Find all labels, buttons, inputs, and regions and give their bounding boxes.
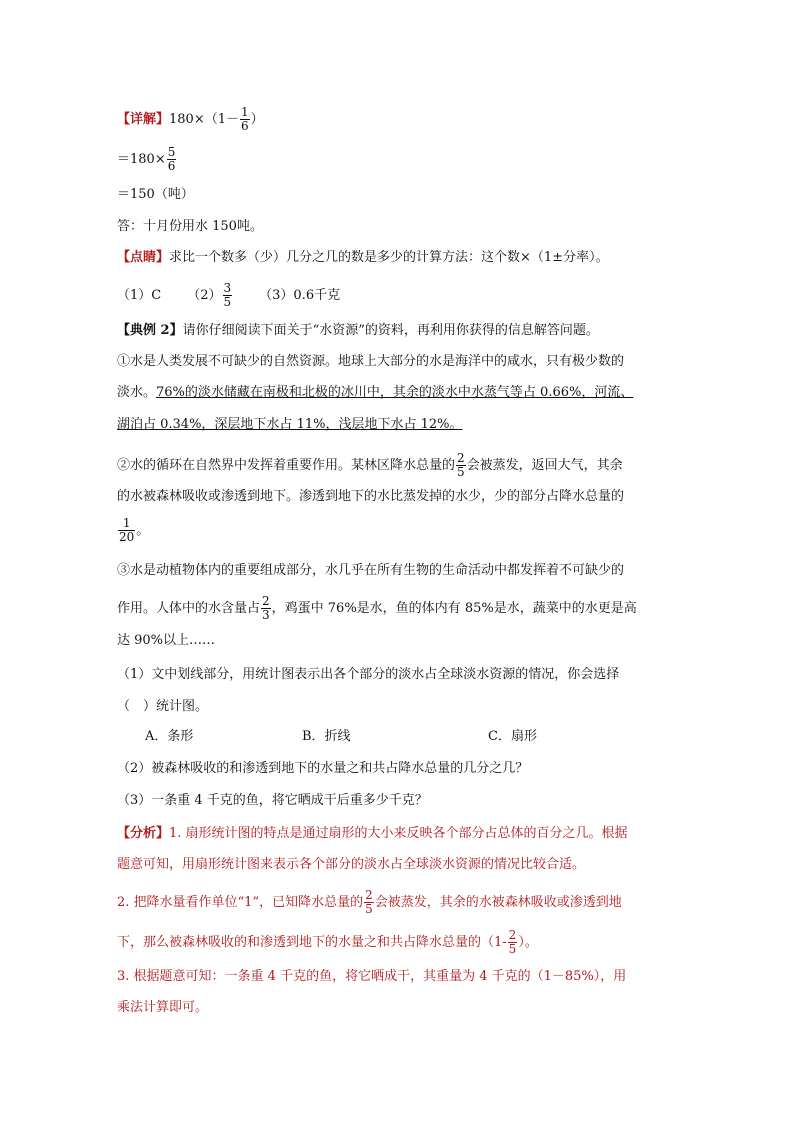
answers-line: [117, 282, 340, 309]
answer-2-prefix: （2）: [187, 288, 222, 303]
choice-c: C．扇形: [488, 729, 537, 744]
analysis-tag: 【分析】: [117, 826, 170, 841]
detail-tag: 【详解】: [117, 112, 170, 127]
tip-line: [117, 249, 609, 267]
analysis-line3: [117, 889, 622, 916]
answer-2-fraction: $\frac{3}{5}$: [223, 281, 232, 309]
example-p2-fraction-2: $\frac{1}{20}$: [119, 516, 135, 544]
example-p3-line2: [117, 595, 637, 622]
detail-step3: ＝150（吨）: [117, 187, 194, 202]
detail-fraction-1: $\frac{1}{6}$: [241, 105, 249, 133]
analysis-l3-suffix: 会被蒸发，其余的水被森林吸收或渗透到地: [374, 895, 622, 910]
answer-3: （3）0.6千克: [259, 288, 341, 303]
example-p1-line2: [117, 384, 633, 402]
detail-expr-suffix: ）: [250, 112, 264, 127]
example-p2-suffix: 会被蒸发，返回大气，其余: [466, 458, 623, 473]
example-p2-line3: [117, 517, 149, 544]
example-p1-underlined-2: 湖泊占 0.34%，深层地下水占 11%，浅层地下水占 12%。: [117, 417, 463, 432]
analysis-line6: 乘法计算即可。: [117, 1000, 209, 1015]
example-p2-fraction: $\frac{2}{5}$: [457, 451, 465, 479]
example-intro: 请你仔细阅读下面关于“水资源”的资料，再利用你获得的信息解答问题。: [182, 323, 599, 338]
example-p3-line1: ③水是动植物体内的重要组成部分，水几乎在所有生物的生命活动中都发挥着不可缺少的: [117, 563, 625, 578]
example-p3-prefix: 作用。人体中的水含量占: [117, 601, 261, 616]
analysis-line5: 3. 根据题意可知：一条重 4 千克的鱼，将它晒成干，其重量为 4 千克的（1－85%），用: [117, 969, 627, 984]
detail-line-1: [117, 106, 264, 133]
example-p1-line1: ①水是人类发展不可缺少的自然资源。地球上大部分的水是海洋中的咸水，只有极少数的: [117, 354, 625, 369]
analysis-text-1: 1. 扇形统计图的特点是通过扇形的大小来反映各个部分占总体的百分之几。根据: [169, 826, 628, 841]
example-p2-line1: [117, 452, 623, 479]
detail-fraction-2: $\frac{5}{6}$: [167, 145, 176, 173]
analysis-fraction-2: $\frac{2}{5}$: [508, 928, 517, 956]
analysis-l3-prefix: 2. 把降水量看作单位“1”，已知降水总量的: [117, 895, 364, 910]
example-p3-suffix: ，鸡蛋中 76%是水，鱼的体内有 85%是水，蔬菜中的水更是高: [271, 601, 637, 616]
example-p2-prefix: ②水的循环在自然界中发挥着重要作用。某林区降水总量的: [117, 458, 456, 473]
question-1-line2: （ ）统计图。: [117, 699, 209, 714]
analysis-line1: [117, 825, 628, 843]
answer-1: （1）C: [117, 288, 162, 303]
detail-line-2: [117, 146, 177, 173]
analysis-l4-suffix: ）。: [518, 935, 538, 950]
detail-expr-prefix: 180×（1－: [169, 112, 239, 127]
tip-tag: 【点睛】: [117, 250, 170, 265]
example-p3-line3: 达 90%以上……: [117, 633, 216, 648]
example-p2-end: 。: [136, 523, 150, 538]
analysis-fraction-1: $\frac{2}{5}$: [365, 888, 373, 916]
example-p2-line2: 的水被森林吸收或渗透到地下。渗透到地下的水比蒸发掉的水少，少的部分占降水总量的: [117, 489, 625, 504]
analysis-l4-prefix: 下，那么被森林吸收的和渗透到地下的水量之和共占降水总量的（1-: [117, 935, 507, 950]
example-p1-underlined-1: 76%的淡水储藏在南极和北极的冰川中，其余的淡水中水蒸气等占 0.66%，河流、: [156, 385, 634, 400]
question-3: （3）一条重 4 千克的鱼，将它晒成干后重多少千克？: [117, 793, 428, 808]
question-2: （2）被森林吸收的和渗透到地下的水量之和共占降水总量的几分之几？: [117, 761, 529, 776]
detail-step2-prefix: ＝180×: [117, 152, 166, 167]
tip-text: 求比一个数多（少）几分之几的数是多少的计算方法：这个数×（1±分率）。: [169, 250, 609, 265]
analysis-line2: 题意可知，用扇形统计图来表示各个部分的淡水占全球淡水资源的情况比较合适。: [117, 857, 586, 872]
example-tag: 【典例 2】: [117, 323, 183, 338]
analysis-line4: [117, 929, 538, 956]
choice-a: A．条形: [145, 729, 194, 744]
example-p3-fraction: $\frac{2}{3}$: [262, 594, 270, 622]
example-intro-line: [117, 322, 599, 340]
question-1-line1: （1）文中划线部分，用统计图表示出各个部分的淡水占全球淡水资源的情况，你会选择: [117, 667, 620, 682]
detail-answer: 答：十月份用水 150吨。: [117, 219, 263, 234]
choice-b: B．折线: [302, 729, 351, 744]
example-p1-plain: 淡水。: [117, 385, 157, 400]
example-p1-line3: [117, 416, 462, 434]
